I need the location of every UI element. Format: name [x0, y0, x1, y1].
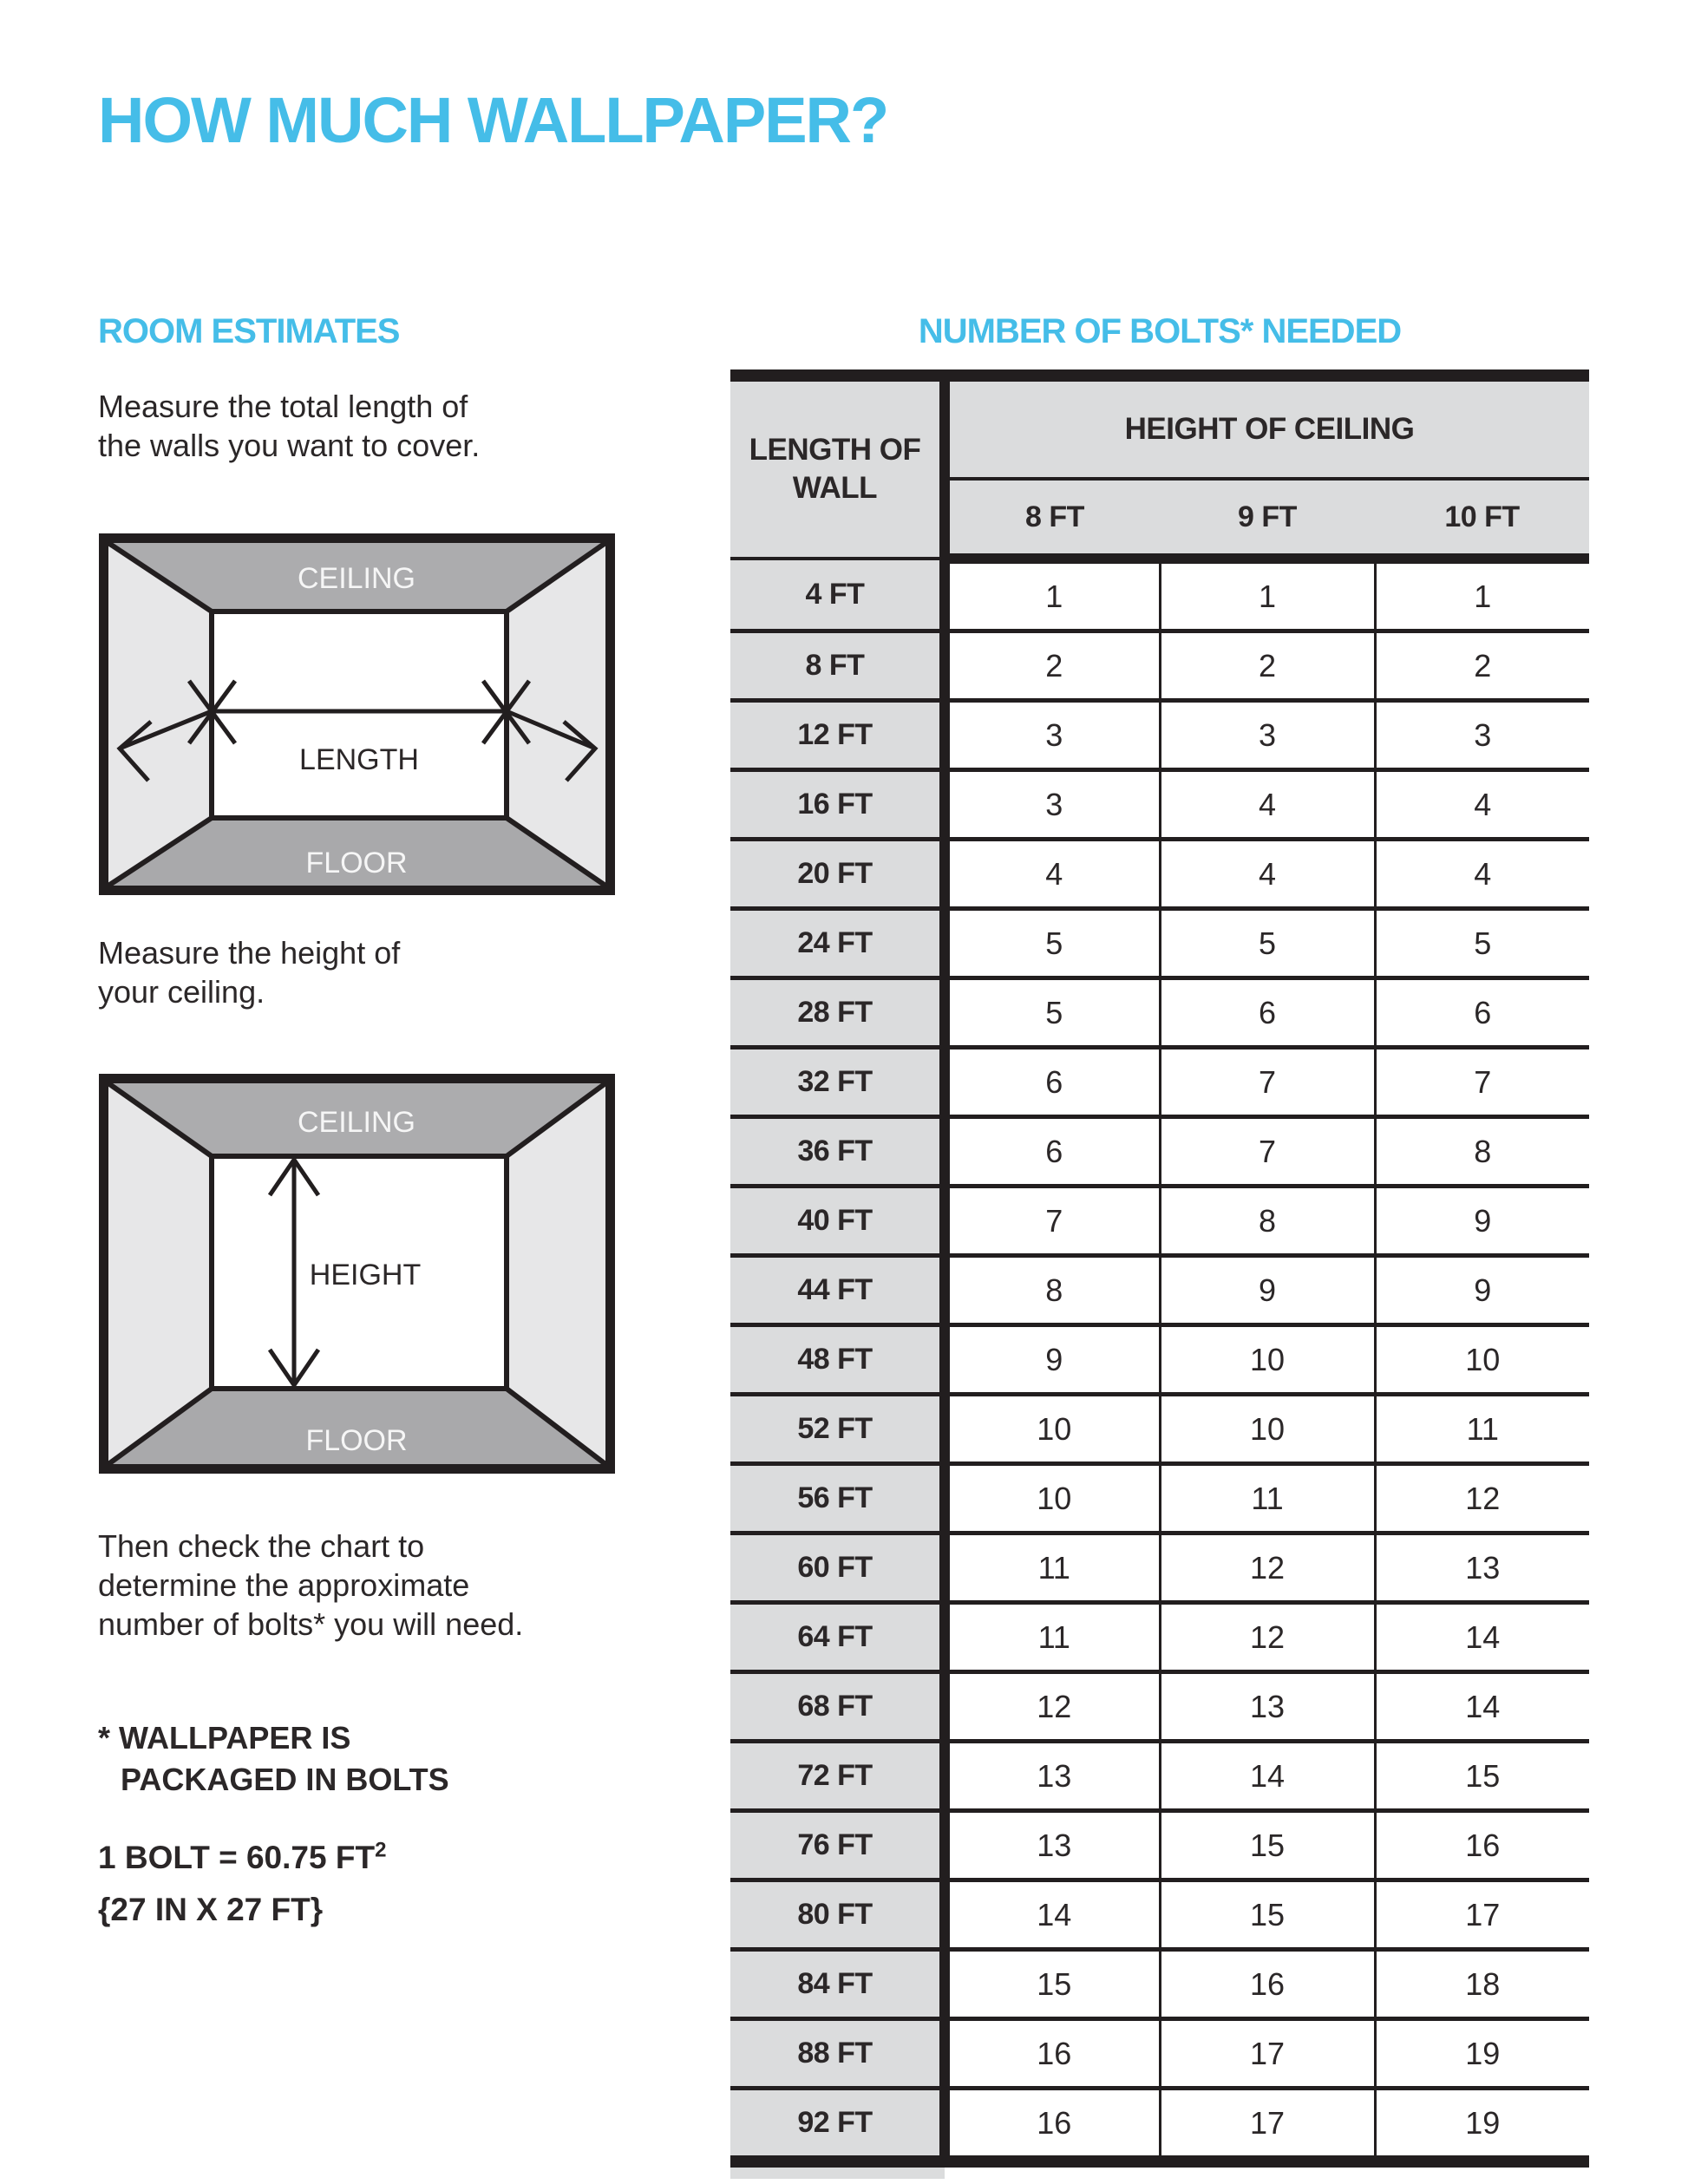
floor-label: FLOOR: [305, 1424, 408, 1457]
text-line: Then check the chart to: [98, 1528, 425, 1564]
bolt-count-cell: 15: [945, 1950, 1160, 2019]
bolt-count-cell: 19: [1375, 2089, 1589, 2162]
length-label: LENGTH: [299, 743, 419, 776]
squared-superscript: 2: [375, 1838, 387, 1862]
bolt-count-cell: 9: [1375, 1256, 1589, 1325]
bolt-count-cell: 19: [1375, 2019, 1589, 2089]
wall-length-row-label: 32 FT: [730, 1048, 945, 1117]
table-row: [730, 559, 1589, 631]
text-line: the walls you want to cover.: [98, 428, 481, 463]
bolt-equation: 1 BOLT = 60.75 $FT^2$: [98, 1838, 387, 1875]
text-line: number of bolts* you will need.: [98, 1606, 524, 1642]
bolt-count-cell: 10: [1160, 1395, 1375, 1464]
table-row: [730, 1603, 1589, 1672]
bolt-count-cell: 4: [1375, 840, 1589, 909]
table-row: [730, 1672, 1589, 1742]
wall-length-row-label: 72 FT: [730, 1742, 945, 1811]
wall-length-row-label: 12 FT: [730, 701, 945, 770]
column-header-9ft: 9 FT: [1160, 479, 1375, 559]
bolt-count-cell: 8: [945, 1256, 1160, 1325]
table-row: [730, 1256, 1589, 1325]
table-row: [730, 1742, 1589, 1811]
bolt-count-cell: 12: [1160, 1603, 1375, 1672]
table-row: [730, 1117, 1589, 1187]
bolt-size-info: [98, 1832, 386, 1936]
bolt-count-cell: 13: [945, 1811, 1160, 1880]
bolt-count-cell: 4: [1160, 770, 1375, 840]
table-row: [730, 978, 1589, 1048]
floor-label: FLOOR: [305, 847, 408, 879]
table-shadow-strip: [730, 2168, 945, 2179]
bolt-count-cell: 11: [945, 1533, 1160, 1603]
wall-length-row-label: 44 FT: [730, 1256, 945, 1325]
table-row: [730, 840, 1589, 909]
wall-length-row-label: 28 FT: [730, 978, 945, 1048]
bolts-table-body: [730, 559, 1589, 2161]
bolt-count-cell: 9: [945, 1325, 1160, 1395]
text-line: PACKAGED IN BOLTS: [121, 1762, 449, 1797]
room-length-diagram: [98, 533, 616, 896]
bolt-count-cell: 1: [1375, 559, 1589, 631]
wall-length-row-label: 16 FT: [730, 770, 945, 840]
text-line: Measure the total length of: [98, 389, 468, 424]
table-row: [730, 2089, 1589, 2162]
page-title: HOW MUCH WALLPAPER?: [98, 84, 888, 156]
bolt-count-cell: 14: [1375, 1603, 1589, 1672]
length-of-wall-header: LENGTH OF WALL: [730, 376, 945, 559]
table-row: [730, 701, 1589, 770]
bolt-count-cell: 16: [945, 2019, 1160, 2089]
bolt-count-cell: 14: [945, 1880, 1160, 1950]
bolt-count-cell: 3: [945, 701, 1160, 770]
text-line: your ceiling.: [98, 974, 265, 1010]
wall-length-row-label: 76 FT: [730, 1811, 945, 1880]
bolt-count-cell: 16: [1160, 1950, 1375, 2019]
bolt-count-cell: 4: [1375, 770, 1589, 840]
bolt-count-cell: 10: [945, 1464, 1160, 1533]
bolt-count-cell: 5: [1160, 909, 1375, 978]
wall-length-row-label: 68 FT: [730, 1672, 945, 1742]
bolt-count-cell: 3: [1160, 701, 1375, 770]
table-row: [730, 1048, 1589, 1117]
wall-length-row-label: 36 FT: [730, 1117, 945, 1187]
bolt-count-cell: 16: [1375, 1811, 1589, 1880]
bolt-count-cell: 12: [945, 1672, 1160, 1742]
bolt-count-cell: 14: [1375, 1672, 1589, 1742]
bolt-count-cell: 12: [1160, 1533, 1375, 1603]
table-row: [730, 1325, 1589, 1395]
bolt-count-cell: 4: [945, 840, 1160, 909]
wall-length-row-label: 60 FT: [730, 1533, 945, 1603]
bolt-count-cell: 15: [1375, 1742, 1589, 1811]
bolt-count-cell: 6: [1160, 978, 1375, 1048]
bolt-count-cell: 11: [1375, 1395, 1589, 1464]
table-row: [730, 1533, 1589, 1603]
table-row: [730, 1811, 1589, 1880]
bolt-count-cell: 13: [1160, 1672, 1375, 1742]
wall-length-row-label: 24 FT: [730, 909, 945, 978]
bolt-count-cell: 17: [1160, 2089, 1375, 2162]
bolt-count-cell: 2: [1375, 631, 1589, 701]
text-line: determine the approximate: [98, 1567, 470, 1603]
bolt-count-cell: 7: [1160, 1048, 1375, 1117]
bolt-count-cell: 10: [1375, 1325, 1589, 1395]
wall-length-row-label: 80 FT: [730, 1880, 945, 1950]
wall-length-row-label: 8 FT: [730, 631, 945, 701]
bolt-count-cell: 1: [1160, 559, 1375, 631]
bolt-count-cell: 12: [1375, 1464, 1589, 1533]
bolt-count-cell: 17: [1375, 1880, 1589, 1950]
bolt-count-cell: 3: [945, 770, 1160, 840]
wall-length-row-label: 92 FT: [730, 2089, 945, 2162]
table-row: [730, 1950, 1589, 2019]
bolt-count-cell: 18: [1375, 1950, 1589, 2019]
bolt-count-cell: 15: [1160, 1880, 1375, 1950]
bolt-count-cell: 6: [1375, 978, 1589, 1048]
wall-length-row-label: 64 FT: [730, 1603, 945, 1672]
bolt-count-cell: 5: [1375, 909, 1589, 978]
text-line: * WALLPAPER IS: [98, 1720, 351, 1756]
table-row: [730, 1880, 1589, 1950]
bolts-table: [730, 369, 1589, 2168]
wall-length-row-label: 20 FT: [730, 840, 945, 909]
height-of-ceiling-header: HEIGHT OF CEILING: [945, 376, 1589, 479]
bolt-count-cell: 7: [1160, 1117, 1375, 1187]
bolt-count-cell: 17: [1160, 2019, 1375, 2089]
table-row: [730, 1464, 1589, 1533]
step-measure-length-text: [98, 387, 480, 465]
bolt-count-cell: 10: [1160, 1325, 1375, 1395]
column-header-8ft: 8 FT: [945, 479, 1160, 559]
bolt-count-cell: 9: [1160, 1256, 1375, 1325]
bolt-count-cell: 3: [1375, 701, 1589, 770]
bolts-table-container: [730, 369, 1589, 2179]
bolt-count-cell: 7: [1375, 1048, 1589, 1117]
bolt-count-cell: 10: [945, 1395, 1160, 1464]
room-height-diagram: [98, 1074, 616, 1475]
bolt-count-cell: 11: [1160, 1464, 1375, 1533]
table-row: [730, 1395, 1589, 1464]
column-header-10ft: 10 FT: [1375, 479, 1589, 559]
bolt-count-cell: 7: [945, 1187, 1160, 1256]
bolt-count-cell: 2: [945, 631, 1160, 701]
back-wall: [212, 611, 507, 818]
room-estimates-heading: ROOM ESTIMATES: [98, 312, 400, 350]
bolt-count-cell: 5: [945, 978, 1160, 1048]
ceiling-label: CEILING: [297, 1106, 416, 1139]
table-row: [730, 909, 1589, 978]
bolt-count-cell: 6: [945, 1117, 1160, 1187]
bolt-count-cell: 11: [945, 1603, 1160, 1672]
wall-length-row-label: 4 FT: [730, 559, 945, 631]
bolt-count-cell: 2: [1160, 631, 1375, 701]
step-check-chart-text: [98, 1527, 523, 1644]
bolt-count-cell: 4: [1160, 840, 1375, 909]
table-row: [730, 770, 1589, 840]
bolt-count-cell: 8: [1375, 1117, 1589, 1187]
bolt-count-cell: 9: [1375, 1187, 1589, 1256]
bolts-needed-heading: NUMBER OF BOLTS* NEEDED: [918, 312, 1402, 350]
bolt-count-cell: 8: [1160, 1187, 1375, 1256]
text-line: Measure the height of: [98, 935, 401, 971]
ceiling-label: CEILING: [297, 562, 416, 595]
bolt-count-cell: 6: [945, 1048, 1160, 1117]
wall-length-row-label: 88 FT: [730, 2019, 945, 2089]
bolt-count-cell: 14: [1160, 1742, 1375, 1811]
wall-length-row-label: 84 FT: [730, 1950, 945, 2019]
step-measure-height-text: [98, 933, 400, 1011]
table-row: [730, 2019, 1589, 2089]
bolts-footnote: [98, 1717, 449, 1801]
wall-length-row-label: 48 FT: [730, 1325, 945, 1395]
table-row: [730, 1187, 1589, 1256]
bolt-count-cell: 13: [945, 1742, 1160, 1811]
bolt-count-cell: 5: [945, 909, 1160, 978]
wall-length-row-label: 52 FT: [730, 1395, 945, 1464]
table-row: [730, 631, 1589, 701]
bolt-count-cell: 1: [945, 559, 1160, 631]
wall-length-row-label: 40 FT: [730, 1187, 945, 1256]
bolt-count-cell: 13: [1375, 1533, 1589, 1603]
bolt-count-cell: 15: [1160, 1811, 1375, 1880]
wall-length-row-label: 56 FT: [730, 1464, 945, 1533]
bolt-dimensions: {27 IN X 27 FT}: [98, 1892, 324, 1927]
height-label: HEIGHT: [309, 1259, 422, 1291]
bolt-count-cell: 16: [945, 2089, 1160, 2162]
